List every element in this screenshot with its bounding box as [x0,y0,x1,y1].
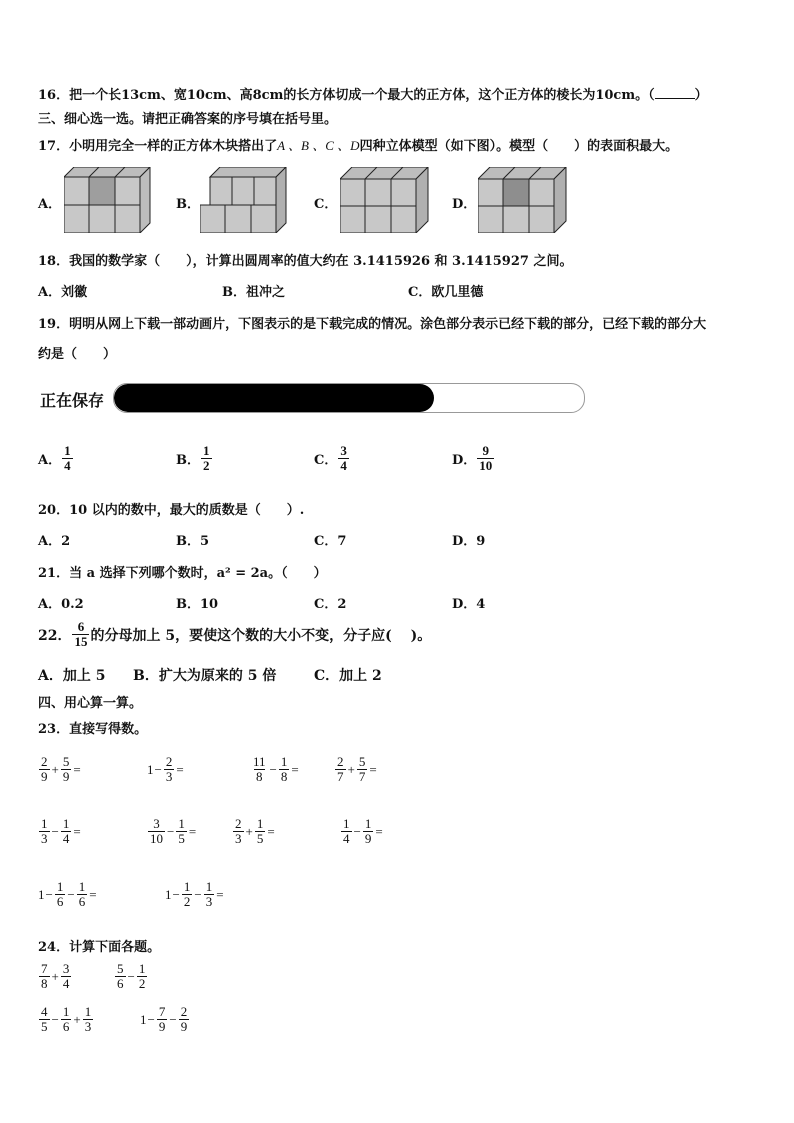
question-24-title: 24．计算下面各题。 [38,940,161,955]
q22-option-c[interactable]: C．加上 2 [314,668,382,684]
calc-23-1 [38,755,102,784]
question-19-line1: 19．明明从网上下载一部动画片，下图表示的是下载完成的情况。涂色部分表示已经下载的部分，已经下载的部分大 [38,317,707,332]
denominator: 9 [180,1019,188,1034]
fraction [279,755,290,784]
numerator: 3 [62,961,70,976]
math-token: = [176,761,184,777]
denominator: 8 [41,976,48,991]
numerator: 7 [41,961,48,976]
q20-option-a[interactable]: A．2 [38,534,71,549]
denominator: 4 [64,458,71,473]
calc-23-8 [340,817,384,846]
math-token: = [375,823,383,839]
numerator: 1 [205,879,213,894]
fraction [148,817,165,846]
q22-option-a[interactable]: A．加上 5 [38,668,106,684]
math-token: = [216,886,224,902]
numerator: 1 [138,961,146,976]
math-token: − [169,1011,177,1027]
denominator: 9 [41,769,48,784]
denominator: 5 [256,831,264,846]
calc-23-7 [232,817,276,846]
fraction [61,962,72,991]
calc-23-3 [250,755,300,784]
q21-option-b[interactable]: B．10 [176,597,219,612]
download-progress-bar [113,383,585,413]
fraction [77,880,88,909]
cube-model-d [478,167,568,233]
numerator: 7 [158,1004,166,1019]
denominator: 5 [178,831,185,846]
numerator: 1 [183,879,191,894]
calc-23-9 [38,880,98,909]
q19-option-a[interactable]: A． $\frac{1}{4}$ [38,443,71,473]
numerator: 2 [180,1004,188,1019]
math-token: 1 [140,1011,147,1027]
fraction [341,817,352,846]
q18-option-a[interactable]: A．刘徽 [38,285,88,300]
calc-24-3 [38,1005,94,1034]
fraction [255,817,266,846]
numerator: 6 [77,619,85,634]
fraction [357,755,368,784]
math-token: + [51,761,59,777]
math-token: − [269,761,277,777]
denominator: 6 [78,894,86,909]
calc-23-4 [334,755,378,784]
fraction [201,444,212,473]
numerator: 1 [84,1004,92,1019]
numerator: 5 [358,754,366,769]
math-token: − [194,886,202,902]
q21-option-a[interactable]: A．0.2 [38,597,84,612]
progress-label: 正在保存 [40,391,105,410]
denominator: 7 [358,769,366,784]
math-token: = [188,823,197,839]
fraction [137,962,148,991]
math-token: − [127,968,135,984]
denominator: 3 [165,769,173,784]
denominator: 15 [74,634,88,649]
numerator: 1 [62,1004,70,1019]
fraction [62,444,73,473]
calc-23-10 [165,880,225,909]
fraction [61,817,72,846]
fraction [251,755,268,784]
denominator: 9 [158,1019,166,1034]
q19-option-d[interactable]: D． $\frac{9}{10}$ [452,443,493,473]
numerator: 1 [203,443,210,458]
denominator: 6 [117,976,124,991]
denominator: 2 [183,894,191,909]
fraction [363,817,374,846]
fraction [164,755,175,784]
math-token: = [369,761,377,777]
denominator: 2 [203,458,210,473]
math-token: − [45,886,53,902]
q20-option-d[interactable]: D．9 [452,534,486,549]
math-token: + [245,823,253,839]
progress-fill [114,384,434,412]
calc-23-2 [147,755,185,784]
numerator: 11 [253,754,266,769]
fraction [233,817,244,846]
math-token: − [154,761,162,777]
fraction [39,817,50,846]
numerator: 2 [235,816,242,831]
q19-option-b[interactable]: B． $\frac{1}{2}$ [176,443,210,473]
math-token: + [347,761,355,777]
cube-model-b [200,167,290,233]
numerator: 1 [62,816,70,831]
numerator: 5 [62,754,70,769]
calc-23-5 [38,817,82,846]
cube-model-c [340,167,432,233]
question-17: 17．小明用完全一样的正方体木块搭出了A 、B 、C 、D四种立体模型（如下图）。模型（ ）的表面积最大。 [38,138,679,154]
q17-option-a[interactable]: A． [38,197,62,212]
math-token: = [73,823,81,839]
denominator: 3 [205,894,213,909]
fraction [39,755,50,784]
fraction [338,444,349,473]
math-token: − [67,886,75,902]
denominator: 6 [56,894,64,909]
q21-option-c[interactable]: C．2 [314,597,347,612]
answer-blank[interactable] [82,764,102,775]
math-token: − [51,823,59,839]
numerator: 1 [256,816,264,831]
q18-option-b[interactable]: B．祖冲之 [222,285,285,300]
q17-option-d[interactable]: D． [452,197,477,212]
fraction [204,880,215,909]
numerator: 1 [41,816,48,831]
math-token: 1 [38,886,45,902]
math-token: − [51,1011,59,1027]
question-23-title: 23．直接写得数。 [38,722,148,737]
math-token: + [51,968,59,984]
denominator: 8 [280,769,288,784]
math-token: 1 [147,761,154,777]
fraction [477,444,494,473]
denominator: 10 [479,458,493,473]
denominator: 3 [41,831,48,846]
section-4-heading: 四、用心算一算。 [38,696,143,711]
fraction [335,755,346,784]
question-19-line2: 约是（ ） [38,347,117,362]
fraction [179,1005,190,1034]
numerator: 1 [78,879,86,894]
numerator: 2 [41,754,48,769]
q20-option-b[interactable]: B．5 [176,534,210,549]
fraction [72,620,89,649]
fraction [176,817,187,846]
q21-option-d[interactable]: D．4 [452,597,486,612]
fraction [115,962,126,991]
denominator: 4 [343,831,350,846]
question-20: 20．10 以内的数中，最大的质数是（ ）. [38,503,305,518]
denominator: 3 [84,1019,92,1034]
fraction [39,962,50,991]
fraction [182,880,193,909]
denominator: 5 [41,1019,48,1034]
fraction [61,1005,72,1034]
denominator: 4 [340,458,347,473]
math-token: − [167,823,175,839]
fraction [157,1005,168,1034]
denominator: 4 [62,976,70,991]
denominator: 4 [62,831,70,846]
q17-option-b[interactable]: B． [176,197,200,212]
math-token: − [147,1011,155,1027]
calc-24-2 [114,962,148,991]
numerator: 4 [41,1004,48,1019]
numerator: 1 [64,443,71,458]
numerator: 1 [56,879,64,894]
numerator: 9 [482,443,490,458]
q18-option-c[interactable]: C．欧几里德 [408,285,484,300]
calc-23-6 [147,817,197,846]
numerator: 2 [165,754,173,769]
denominator: 8 [256,769,263,784]
denominator: 9 [364,831,372,846]
q17-option-c[interactable]: C． [314,197,338,212]
question-16: 16．把一个长13cm、宽10cm、高8cm的长方体切成一个最大的正方体，这个正方体的棱长为10cm。（ ） [38,88,708,103]
denominator: 6 [62,1019,70,1034]
math-token: = [291,761,299,777]
fraction [61,755,72,784]
q22-option-b[interactable]: B．扩大为原来的 5 倍 [133,668,277,684]
answer-blank[interactable] [655,87,695,99]
numerator: 3 [153,816,160,831]
fraction [55,880,66,909]
math-token: = [267,823,275,839]
math-token: 1 [165,886,172,902]
numerator: 1 [343,816,350,831]
question-21: 21．当 a 选择下列哪个数时，a² = 2a。（ ） [38,566,327,581]
question-22: 22． $\frac{6}{15}$ 的分母加上 5，要使这个数的大小不变，分子应( )。 [38,619,432,649]
denominator: 9 [62,769,70,784]
math-token: = [73,761,81,777]
math-token: = [89,886,97,902]
q20-option-c[interactable]: C．7 [314,534,347,549]
numerator: 1 [280,754,288,769]
calc-24-4 [140,1005,190,1034]
numerator: 2 [337,754,344,769]
cube-model-a [64,167,154,233]
fraction [39,1005,50,1034]
denominator: 7 [337,769,344,784]
q19-option-c[interactable]: C． $\frac{3}{4}$ [314,443,347,473]
numerator: 1 [364,816,372,831]
question-18: 18．我国的数学家（ ），计算出圆周率的值大约在 3.1415926 和 3.1415927 之间。 [38,254,573,269]
numerator: 3 [340,443,347,458]
math-token: − [172,886,180,902]
denominator: 2 [138,976,146,991]
calc-24-1 [38,962,72,991]
numerator: 1 [178,816,185,831]
math-token: − [353,823,361,839]
math-token: + [73,1011,81,1027]
fraction [83,1005,94,1034]
numerator: 5 [117,961,124,976]
section-3-heading: 三、细心选一选。请把正确答案的序号填在括号里。 [38,112,338,127]
denominator: 3 [235,831,242,846]
denominator: 10 [150,831,163,846]
